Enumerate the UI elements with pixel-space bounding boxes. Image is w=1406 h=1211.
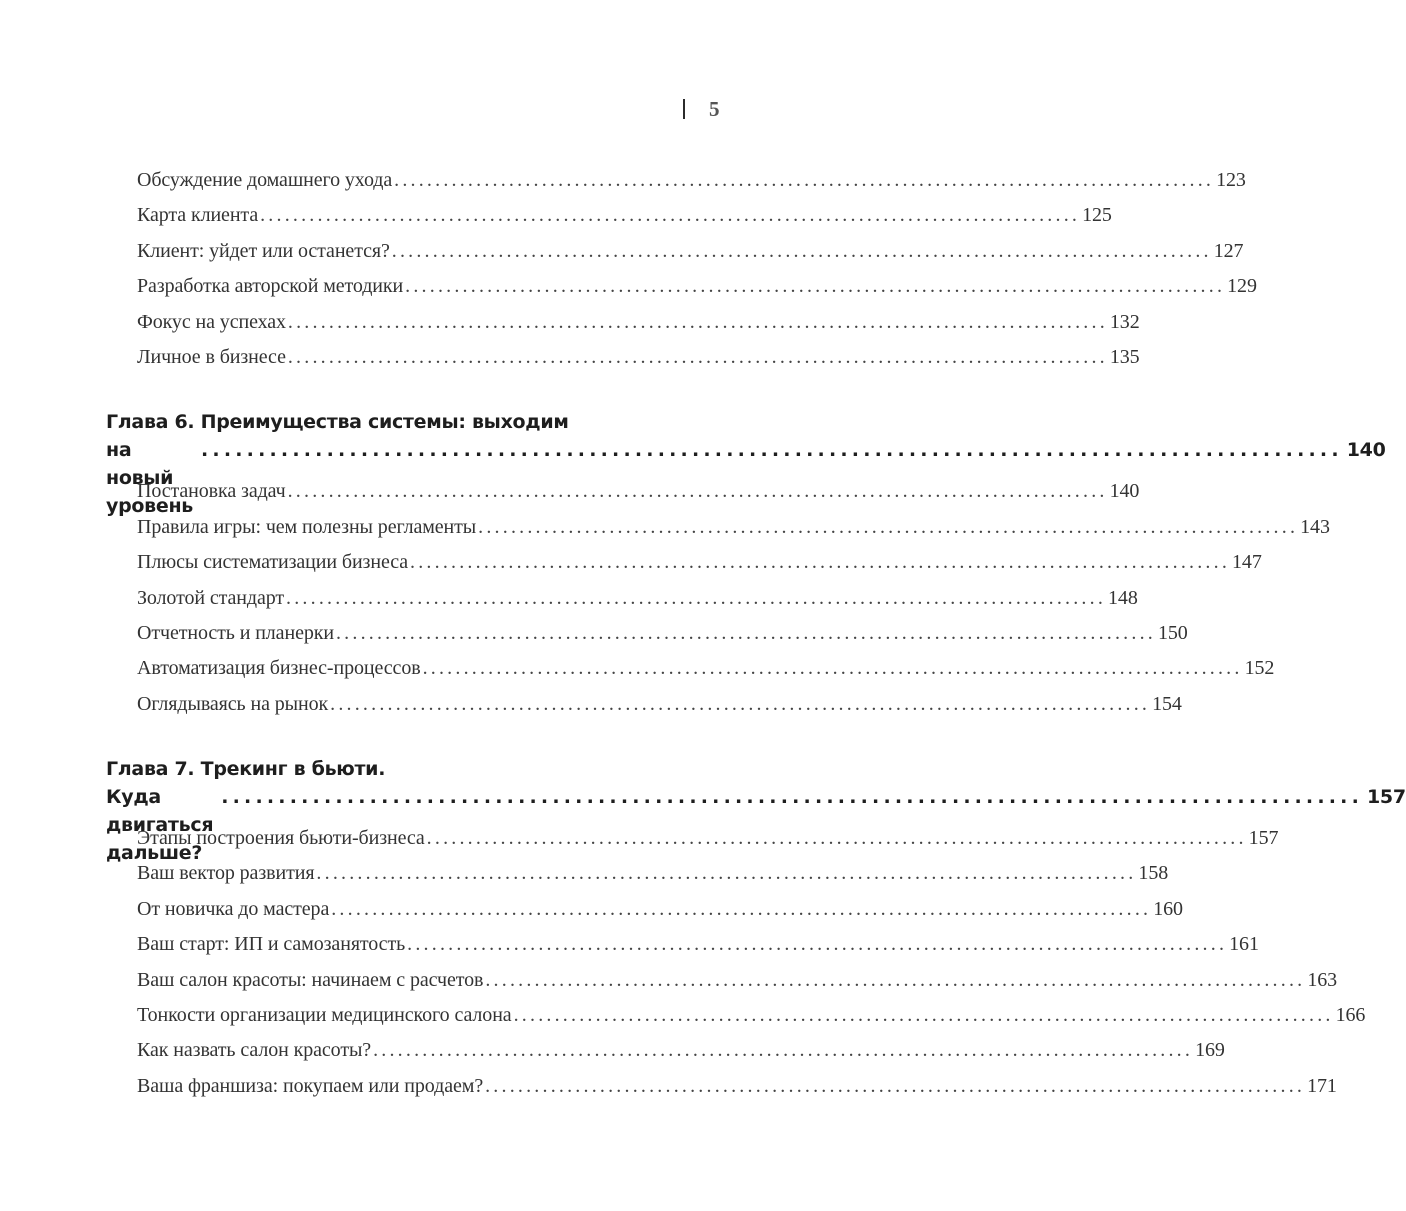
dot-leader: .................................................................................................... <box>407 933 1228 956</box>
entry-title: Как назвать салон красоты? <box>137 1039 372 1062</box>
entry-page: 154 <box>1152 692 1182 715</box>
toc-entry[interactable] <box>106 1004 1366 1039</box>
dot-leader: .................................................................................................... <box>221 786 1363 809</box>
entry-page: 169 <box>1195 1039 1225 1062</box>
toc-entry[interactable] <box>106 862 1169 897</box>
entry-page: 132 <box>1109 310 1140 333</box>
entry-title: Этапы построения бьюти-бизнеса <box>137 827 425 850</box>
entry-title: Ваша франшиза: покупаем или продаем? <box>137 1074 484 1097</box>
dot-leader: .................................................................................................... <box>485 1074 1306 1097</box>
dot-leader: .................................................................................................... <box>331 897 1152 920</box>
entry-page: 171 <box>1307 1074 1337 1097</box>
toc-entry[interactable] <box>106 345 1140 381</box>
chapter-page: 140 <box>1346 439 1386 462</box>
entry-title: Личное в бизнесе <box>137 345 286 368</box>
toc-entry[interactable] <box>106 275 1257 310</box>
page-number: 5 <box>709 96 720 121</box>
dot-leader: .................................................................................................... <box>394 169 1215 191</box>
toc-section-chapter-6 <box>106 480 1330 728</box>
dot-leader: .................................................................................................... <box>485 968 1306 991</box>
entry-title: Плюсы систематизации бизнеса <box>137 551 409 574</box>
entry-title: Клиент: уйдет или останется? <box>137 239 390 262</box>
toc-entry[interactable] <box>106 169 1246 204</box>
toc-entry[interactable] <box>106 586 1138 622</box>
dot-leader: .................................................................................................... <box>287 310 1108 333</box>
entry-title: Постановка задач <box>137 480 286 503</box>
entry-page: 135 <box>1109 345 1140 368</box>
entry-page: 158 <box>1138 862 1169 885</box>
dot-leader: .................................................................................................... <box>260 204 1081 227</box>
dot-leader: .................................................................................................... <box>200 439 1343 462</box>
dot-leader: .................................................................................................... <box>478 515 1299 538</box>
toc-entry[interactable] <box>106 621 1188 657</box>
toc-entry[interactable] <box>106 310 1140 346</box>
entry-page: 125 <box>1082 204 1112 227</box>
entry-page: 160 <box>1153 897 1183 920</box>
toc-entry[interactable] <box>106 515 1330 551</box>
entry-title: Ваш вектор развития <box>137 862 315 885</box>
dot-leader: .................................................................................................... <box>330 692 1151 715</box>
entry-title: Золотой стандарт <box>137 586 285 609</box>
dot-leader: .................................................................................................... <box>287 345 1108 368</box>
toc-entry[interactable] <box>106 933 1259 968</box>
entry-page: 157 <box>1248 827 1279 850</box>
entry-title: Тонкости организации медицинского салона <box>137 1004 512 1027</box>
toc-section-chapter-7 <box>106 827 1366 1110</box>
entry-page: 140 <box>1109 480 1140 503</box>
toc-entry[interactable] <box>106 551 1262 586</box>
dot-leader: .................................................................................................... <box>373 1039 1194 1062</box>
toc-entry[interactable] <box>106 204 1112 239</box>
toc-entry[interactable] <box>106 657 1275 692</box>
entry-page: 127 <box>1213 239 1244 262</box>
dot-leader: .................................................................................................... <box>422 657 1243 680</box>
entry-title: Разработка авторской методики <box>137 275 404 298</box>
entry-page: 166 <box>1335 1004 1366 1027</box>
entry-title: Обсуждение домашнего ухода <box>137 169 393 191</box>
entry-page: 152 <box>1244 657 1275 680</box>
toc-entry[interactable] <box>106 1039 1225 1074</box>
entry-title: Автоматизация бизнес-процессов <box>137 657 421 680</box>
entry-page: 150 <box>1157 621 1188 644</box>
chapter-page: 157 <box>1367 786 1406 809</box>
dot-leader: .................................................................................................... <box>513 1004 1334 1027</box>
entry-title: Оглядываясь на рынок <box>137 692 329 715</box>
entry-title: Фокус на успехах <box>137 310 286 333</box>
entry-title: Карта клиента <box>137 204 259 227</box>
toc-entry[interactable] <box>106 239 1244 275</box>
entry-page: 163 <box>1307 968 1338 991</box>
entry-page: 143 <box>1300 515 1330 538</box>
running-header <box>683 94 720 124</box>
entry-title: От новичка до мастера <box>137 897 330 920</box>
chapter-title-line-1: Глава 7. Трекинг в бьюти. <box>106 758 386 781</box>
entry-page: 161 <box>1229 933 1259 956</box>
toc-entry[interactable] <box>106 968 1338 1004</box>
dot-leader: .................................................................................................... <box>316 862 1137 885</box>
dot-leader: .................................................................................................... <box>286 586 1107 609</box>
chapter-title-line-2-text: на новый уровень <box>106 439 193 518</box>
toc-entry[interactable] <box>106 897 1183 933</box>
entry-page: 123 <box>1216 169 1246 191</box>
entry-title: Отчетность и планерки <box>137 621 334 644</box>
entry-title: Ваш салон красоты: начинаем с расчетов <box>137 968 484 991</box>
dot-leader: .................................................................................................... <box>410 551 1231 574</box>
entry-page: 147 <box>1232 551 1262 574</box>
entry-title: Ваш старт: ИП и самозанятость <box>137 933 406 956</box>
chapter-title-line-1: Глава 6. Преимущества системы: выходим <box>106 411 569 434</box>
chapter-title-line-2-text: Куда двигаться дальше? <box>106 786 214 865</box>
dot-leader: .................................................................................................... <box>391 239 1212 262</box>
toc-entry[interactable] <box>106 1074 1337 1110</box>
entry-page: 148 <box>1108 586 1138 609</box>
dot-leader: .................................................................................................... <box>405 275 1226 298</box>
dot-leader: .................................................................................................... <box>335 621 1156 644</box>
toc-entry[interactable] <box>106 692 1182 728</box>
entry-title: Правила игры: чем полезны регламенты <box>137 515 477 538</box>
toc-section-continued <box>106 169 1257 381</box>
header-divider <box>683 99 685 119</box>
table-of-contents <box>106 169 1406 1110</box>
dot-leader: .................................................................................................... <box>426 827 1247 850</box>
entry-page: 129 <box>1227 275 1257 298</box>
dot-leader: .................................................................................................... <box>287 480 1108 503</box>
